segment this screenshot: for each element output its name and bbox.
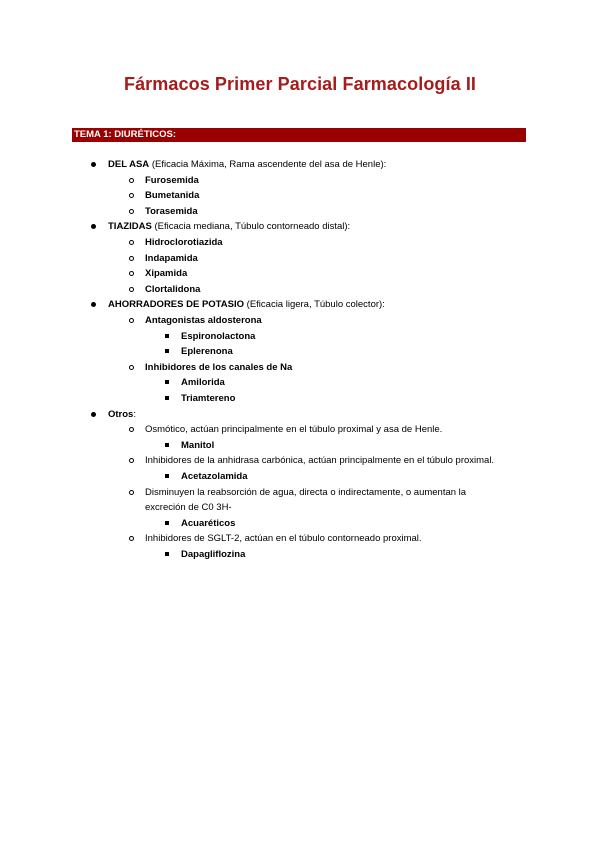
list-item-bumetanida	[145, 189, 199, 202]
bullet-circle-icon	[129, 458, 134, 463]
list-item-bold-text: Xipamida	[145, 268, 188, 280]
bullet-square-icon	[165, 396, 169, 400]
section-banner: TEMA 1: DIURÉTICOS:	[72, 128, 526, 142]
list-item-bold-text: Triamtereno	[181, 393, 236, 404]
list-item-text: Inhibidores de la anhidrasa carbónica, actúan principalmente en el túbulo proximal.	[145, 455, 495, 467]
list-item-text: Disminuyen la reabsorción de agua, directa o indirectamente, o aumentan la	[145, 486, 467, 498]
list-item-text: (Eficacia ligera, Túbulo colector):	[244, 299, 385, 311]
list-item-bold-text: Acuaréticos	[181, 517, 236, 529]
list-item-asa	[108, 158, 386, 171]
bullet-circle-icon	[129, 178, 134, 183]
document-title: Fármacos Primer Parcial Farmacología II	[123, 74, 477, 94]
bullet-disc-icon	[91, 224, 96, 229]
list-item-ahorradores	[108, 298, 385, 311]
list-item-bold-text: Eplerenona	[181, 346, 233, 358]
list-item-torasemida	[145, 205, 198, 218]
list-item-eplerenona	[181, 345, 233, 358]
bullet-circle-icon	[129, 365, 134, 370]
bullet-circle-icon	[129, 536, 134, 541]
list-item-bold-text: Hidroclorotiazida	[145, 237, 223, 248]
bullet-square-icon	[165, 334, 169, 338]
list-item-text: (Eficacia mediana, Túbulo contorneado distal):	[151, 221, 351, 233]
list-item-bold-text: Amilorida	[181, 377, 225, 389]
list-item-furosemida	[145, 174, 199, 187]
list-item-disminuyen	[145, 486, 466, 499]
bullet-square-icon	[165, 474, 169, 478]
list-item-bold-text: Bumetanida	[145, 190, 200, 202]
list-item-acetazolamida	[181, 470, 248, 483]
list-item-bold-text: Antagonistas aldosterona	[145, 315, 262, 326]
list-item-bold-text: Clortalidona	[145, 283, 201, 295]
list-item-text: Inhibidores de SGLT-2, actúan en el túbulo contorneado proximal.	[145, 533, 422, 545]
bullet-disc-icon	[91, 412, 96, 417]
list-item-clortalidona	[145, 283, 200, 296]
list-item-bold-text: Indapamida	[145, 252, 198, 264]
list-item-otros	[108, 408, 136, 421]
list-item-sglt2	[145, 532, 422, 545]
list-item-hidroclorotiazida	[145, 236, 223, 249]
list-item-bold-text: TIAZIDAS	[108, 221, 152, 233]
list-item-bold-text: Dapagliflozina	[181, 549, 246, 560]
list-item-text: (Eficacia Máxima, Rama ascendente del asa de Henle):	[149, 159, 387, 170]
bullet-square-icon	[165, 349, 169, 353]
list-item-bold-text: Espironolactona	[181, 330, 256, 342]
bullet-square-icon	[165, 552, 169, 556]
list-item-bold-text: DEL ASA	[108, 159, 150, 170]
list-item-osmotico	[145, 423, 442, 436]
list-item-text: :	[133, 408, 136, 420]
bullet-square-icon	[165, 443, 169, 447]
list-item-triamtereno	[181, 392, 235, 405]
bullet-circle-icon	[129, 256, 134, 261]
bullet-disc-icon	[91, 302, 96, 307]
list-item-tiazidas	[108, 220, 350, 233]
list-item-indapamida	[145, 252, 198, 265]
bullet-square-icon	[165, 380, 169, 384]
list-item-manitol	[181, 439, 214, 452]
list-item-amilorida	[181, 376, 225, 389]
list-item-acuareticos	[181, 517, 235, 530]
list-item-text: Osmótico, actúan principalmente en el túbulo proximal y asa de Henle.	[145, 424, 443, 436]
list-item-bold-text: Otros	[108, 408, 134, 420]
list-item-bold-text: Torasemida	[145, 205, 198, 217]
bullet-circle-icon	[129, 287, 134, 292]
bullet-circle-icon	[129, 240, 134, 245]
list-item-dapagliflozina	[181, 548, 245, 561]
list-item-espironolactona	[181, 330, 255, 343]
list-item-inhibidores-na	[145, 361, 292, 374]
list-item-disminuyen-cont	[145, 501, 232, 514]
bullet-square-icon	[165, 521, 169, 525]
bullet-disc-icon	[91, 162, 96, 167]
list-item-bold-text: Furosemida	[145, 174, 199, 186]
list-item-text: excreción de C0 3H-	[145, 502, 232, 514]
list-item-anhidrasa	[145, 454, 494, 467]
bullet-circle-icon	[129, 209, 134, 214]
list-item-bold-text: AHORRADORES DE POTASIO	[108, 299, 245, 311]
list-item-bold-text: Inhibidores de los canales de Na	[145, 361, 293, 373]
bullet-circle-icon	[129, 490, 134, 495]
list-item-xipamida	[145, 267, 187, 280]
list-item-antagonistas	[145, 314, 262, 327]
list-item-bold-text: Manitol	[181, 439, 215, 451]
bullet-circle-icon	[129, 318, 134, 323]
bullet-circle-icon	[129, 193, 134, 198]
bullet-circle-icon	[129, 271, 134, 276]
list-item-bold-text: Acetazolamida	[181, 471, 248, 482]
bullet-circle-icon	[129, 427, 134, 432]
